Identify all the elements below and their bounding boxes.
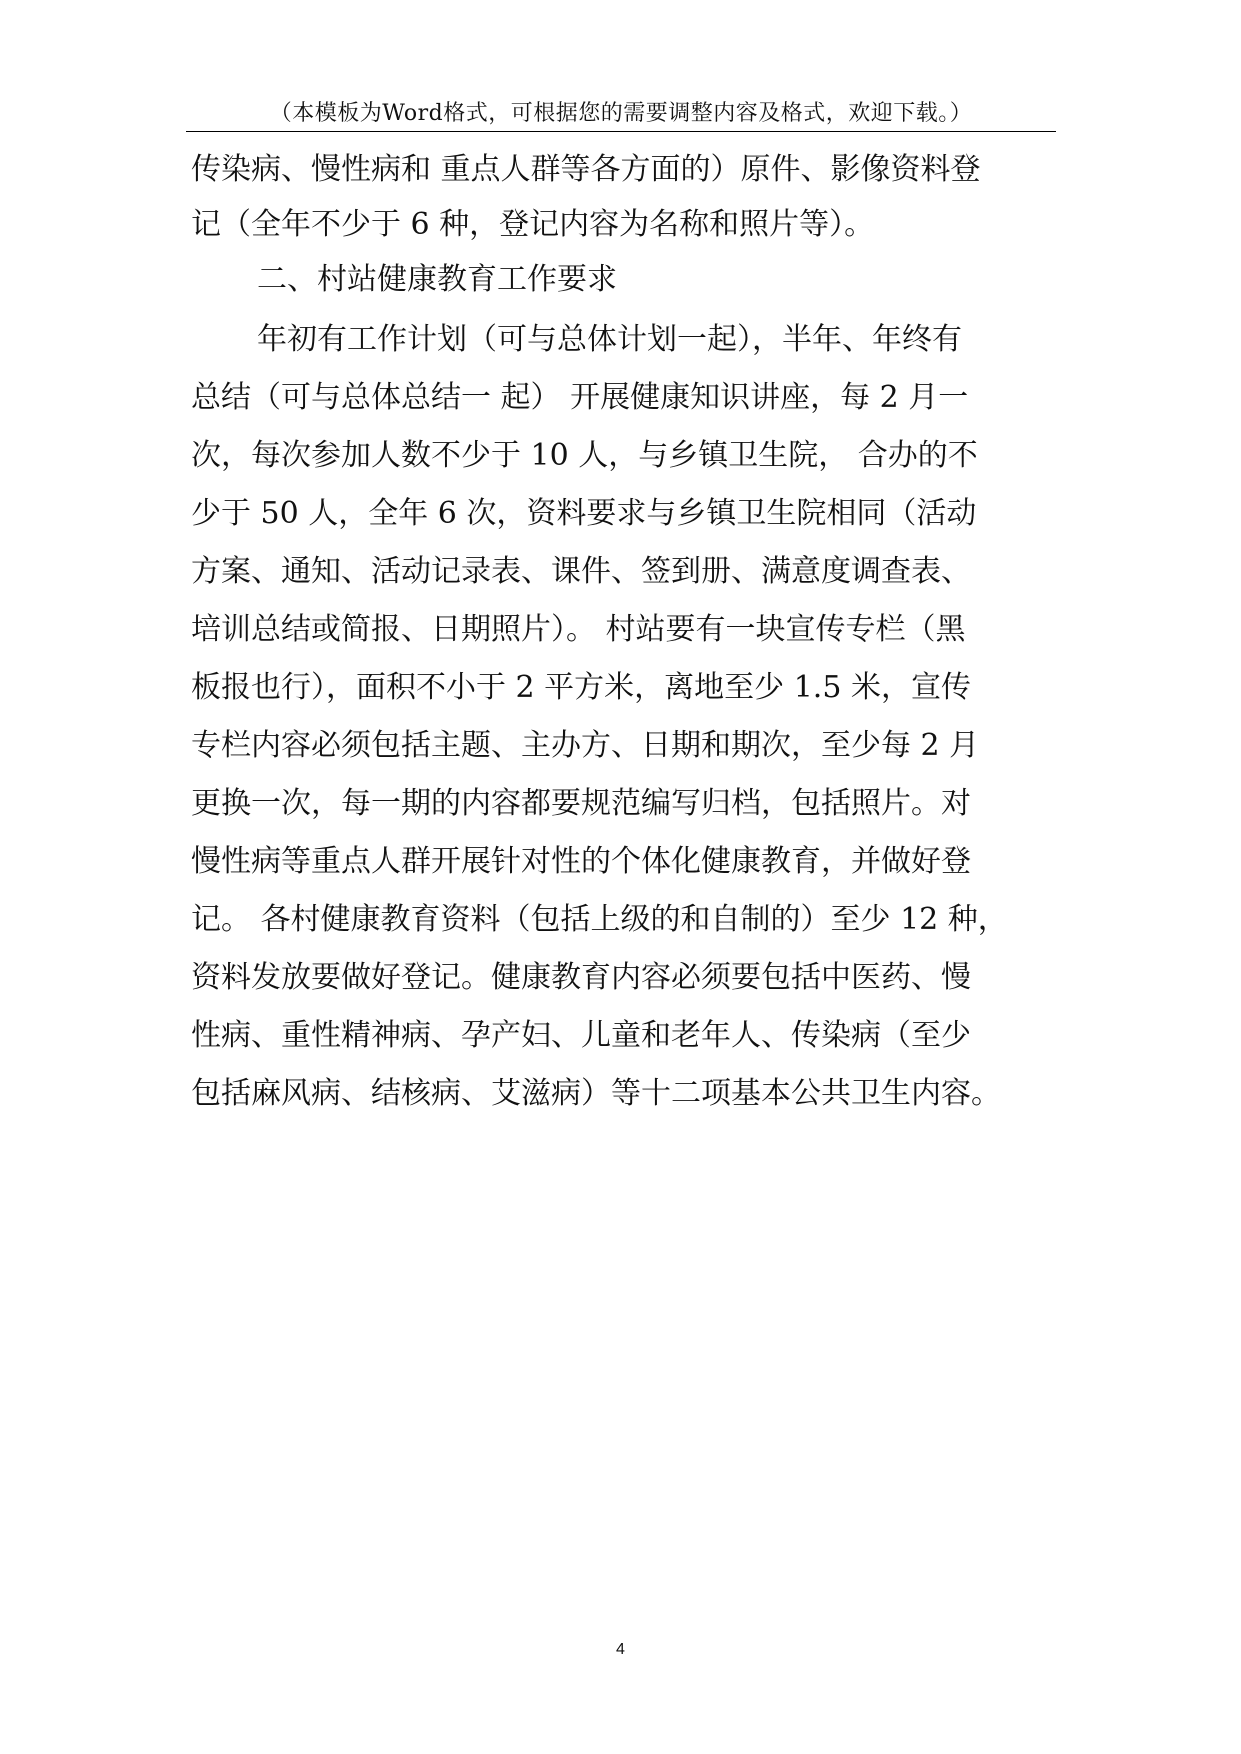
body-line: 年初有工作计划（可与总体计划一起），半年、年终有 — [257, 322, 962, 357]
body-line: 包括麻风病、结核病、艾滋病）等十二项基本公共卫生内容。 — [191, 1076, 1001, 1111]
body-line: 记。 各村健康教育资料（包括上级的和自制的）至少 12 种， — [191, 902, 1008, 937]
body-line: 记（全年不少于 6 种，登记内容为名称和照片等）。 — [191, 207, 875, 242]
body-line: 性病、重性精神病、孕产妇、儿童和老年人、传染病（至少 — [191, 1018, 971, 1053]
body-line: 培训总结或简报、日期照片）。 村站要有一块宣传专栏（黑 — [191, 612, 966, 647]
body-line: 更换一次，每一期的内容都要规范编写归档，包括照片。对 — [191, 786, 971, 821]
section-heading: 二、村站健康教育工作要求 — [257, 262, 617, 297]
body-line: 慢性病等重点人群开展针对性的个体化健康教育，并做好登 — [191, 844, 971, 879]
template-note-header: （本模板为Word格式，可根据您的需要调整内容及格式，欢迎下载。） — [269, 101, 973, 126]
body-line: 次，每次参加人数不少于 10 人，与乡镇卫生院， 合办的不 — [191, 438, 978, 473]
body-line: 板报也行），面积不小于 2 平方米，离地至少 1.5 米，宣传 — [191, 670, 971, 705]
header-divider — [186, 131, 1056, 132]
body-line: 传染病、慢性病和 重点人群等各方面的）原件、影像资料登 — [191, 152, 981, 187]
body-line: 资料发放要做好登记。健康教育内容必须要包括中医药、慢 — [191, 960, 971, 995]
body-line: 少于 50 人，全年 6 次，资料要求与乡镇卫生院相同（活动 — [191, 496, 977, 531]
page-number: 4 — [616, 1641, 625, 1658]
body-line: 专栏内容必须包括主题、主办方、日期和期次，至少每 2 月 — [191, 728, 980, 763]
body-line: 方案、通知、活动记录表、课件、签到册、满意度调查表、 — [191, 554, 971, 589]
body-line: 总结（可与总体总结一 起） 开展健康知识讲座，每 2 月一 — [191, 380, 969, 415]
